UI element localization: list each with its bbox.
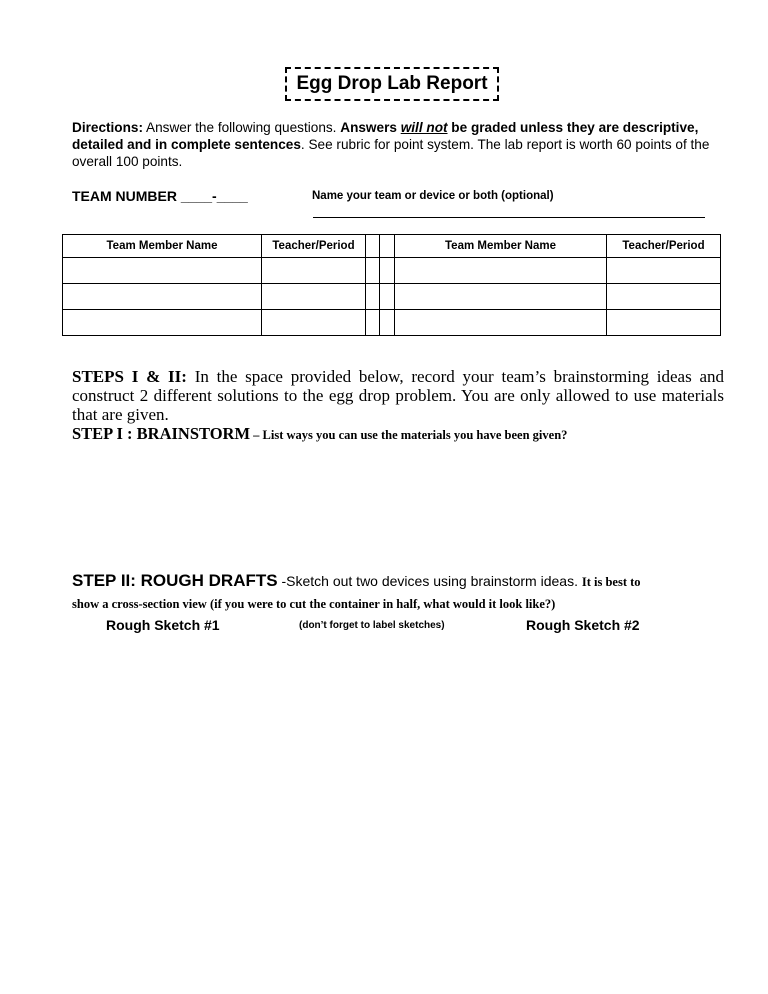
- step1-label: STEP I : BRAINSTORM: [72, 424, 251, 443]
- table-cell[interactable]: [262, 284, 366, 310]
- directions-text-2: . See rubric for point system. The lab report is worth 60 points of the overall 100 points.: [72, 137, 710, 169]
- table-cell[interactable]: [262, 258, 366, 284]
- table-cell[interactable]: [63, 310, 262, 336]
- header-spacer: [366, 235, 380, 258]
- step2-line2: show a cross-section view (if you were to cut the container in half, what would it look like?): [72, 597, 556, 611]
- table-cell[interactable]: [395, 258, 607, 284]
- rough-sketch-1-label: Rough Sketch #1: [106, 617, 220, 633]
- directions-text-1: Answer the following questions.: [143, 120, 341, 135]
- directions-bold-1: Answers: [340, 120, 401, 135]
- steps-intro-text: In the space provided below, record your team’s brainstorming ideas and construct 2 different solutions to the egg drop problem. You are only allowed to use materials that are given.: [72, 367, 725, 424]
- directions-paragraph: [72, 119, 722, 170]
- table-cell: [380, 310, 395, 336]
- report-title-text: Egg Drop Lab Report: [296, 73, 488, 94]
- step1-text: – List ways you can use the materials you have been given?: [250, 428, 568, 442]
- steps-intro-label: STEPS I & II:: [72, 367, 187, 386]
- step2-label: STEP II: ROUGH DRAFTS: [72, 571, 278, 590]
- header-team-member-name: Team Member Name: [63, 235, 262, 258]
- table-row: [63, 284, 721, 310]
- header-teacher-period: Teacher/Period: [262, 235, 366, 258]
- table-cell[interactable]: [395, 284, 607, 310]
- directions-emphasis: will not: [400, 120, 448, 135]
- table-cell: [380, 284, 395, 310]
- team-name-line: [313, 217, 705, 218]
- team-members-table: [62, 234, 721, 336]
- header-teacher-period-2: Teacher/Period: [607, 235, 721, 258]
- table-cell[interactable]: [607, 258, 721, 284]
- step2-bold: It is best to: [581, 575, 641, 589]
- header-spacer: [380, 235, 395, 258]
- step2-text: -Sketch out two devices using brainstorm ideas.: [277, 573, 582, 589]
- rough-sketch-2-label: Rough Sketch #2: [526, 617, 640, 633]
- table-cell[interactable]: [607, 310, 721, 336]
- table-row: [63, 258, 721, 284]
- team-number-label: TEAM NUMBER ____-____: [72, 188, 248, 204]
- table-cell[interactable]: [63, 258, 262, 284]
- table-cell[interactable]: [607, 284, 721, 310]
- steps-intro-paragraph: [72, 367, 724, 424]
- table-cell: [366, 310, 380, 336]
- sketch-note: (don’t forget to label sketches): [299, 620, 445, 631]
- directions-bold-2: be graded unless they are descriptive, detailed and in complete sentences: [72, 120, 699, 152]
- report-title: [285, 67, 499, 101]
- table-cell[interactable]: [395, 310, 607, 336]
- table-cell[interactable]: [63, 284, 262, 310]
- step2-heading: [72, 571, 732, 592]
- table-header-row: [63, 235, 721, 258]
- table-cell[interactable]: [262, 310, 366, 336]
- table-cell: [366, 258, 380, 284]
- table-cell: [366, 284, 380, 310]
- table-row: [63, 310, 721, 336]
- step1-heading: [72, 424, 567, 444]
- directions-label: Directions:: [72, 120, 144, 135]
- team-name-label: Name your team or device or both (optional): [312, 190, 554, 202]
- table-cell: [380, 258, 395, 284]
- header-team-member-name-2: Team Member Name: [395, 235, 607, 258]
